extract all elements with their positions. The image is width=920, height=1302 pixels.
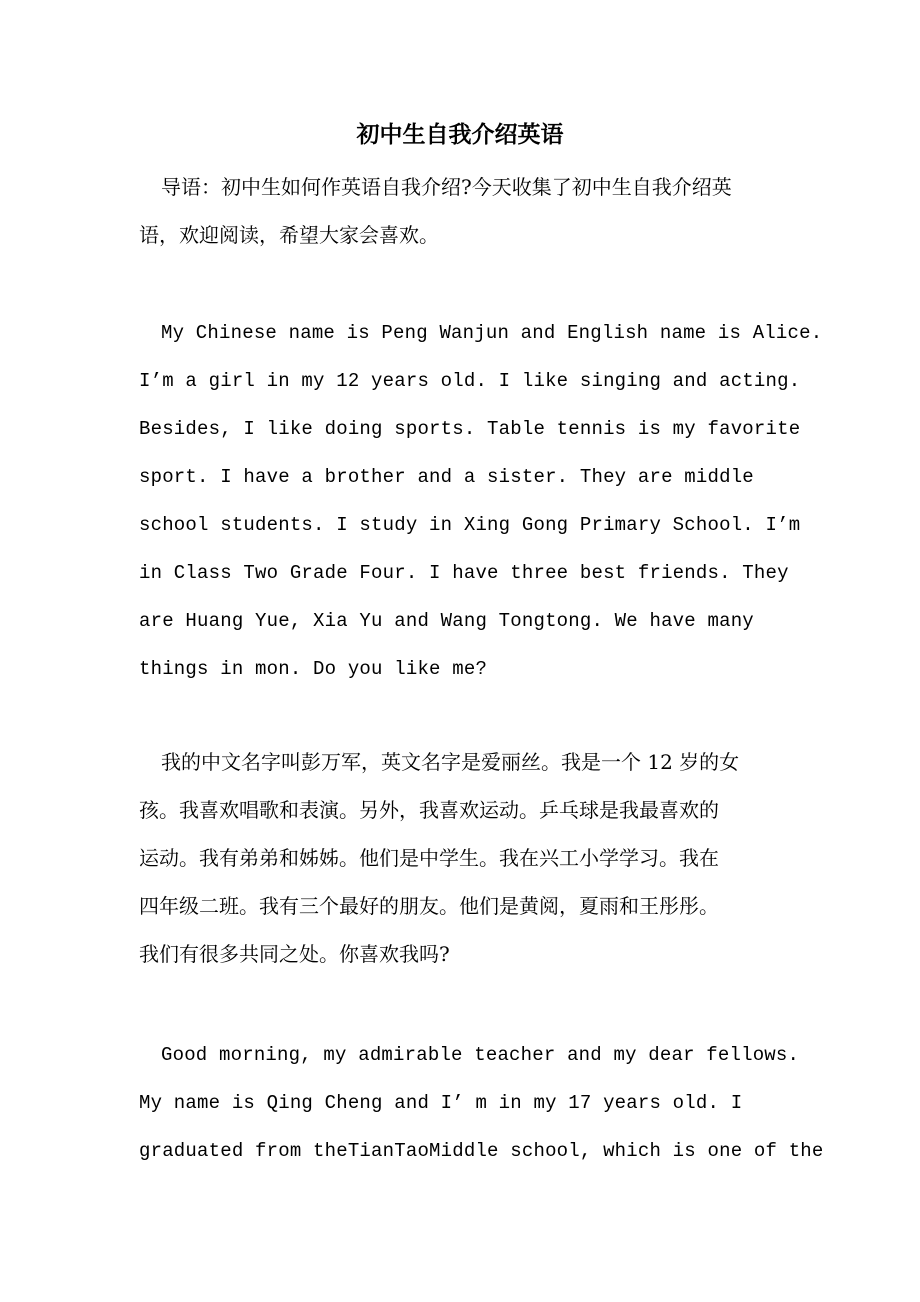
chinese-1-line-4: 四年级二班。我有三个最好的朋友。他们是黄阅，夏雨和王彤彤。 — [139, 894, 719, 918]
english-1-line-5: school students. I study in Xing Gong Primary School. I’m — [139, 514, 801, 536]
chinese-1-line-5: 我们有很多共同之处。你喜欢我吗? — [139, 942, 450, 966]
english-1-line-2: I’m a girl in my 12 years old. I like singing and acting. — [139, 370, 801, 392]
chinese-1-line-3: 运动。我有弟弟和姊姊。他们是中学生。我在兴工小学学习。我在 — [139, 846, 719, 870]
intro-line-2: 语，欢迎阅读，希望大家会喜欢。 — [139, 223, 439, 247]
english-1-line-8: things in mon. Do you like me? — [139, 658, 488, 680]
english-1-line-4: sport. I have a brother and a sister. They are middle — [139, 466, 754, 488]
intro-line-1: 导语：初中生如何作英语自我介绍?今天收集了初中生自我介绍英 — [161, 175, 732, 199]
english-1-line-1: My Chinese name is Peng Wanjun and English name is Alice. — [161, 322, 823, 344]
english-2-line-1: Good morning, my admirable teacher and my dear fellows. — [161, 1044, 800, 1066]
chinese-1-line-1: 我的中文名字叫彭万军，英文名字是爱丽丝。我是一个 12 岁的女 — [161, 750, 740, 774]
english-2-line-2: My name is Qing Cheng and I’ m in my 17 years old. I — [139, 1092, 743, 1114]
chinese-1-line-2: 孩。我喜欢唱歌和表演。另外，我喜欢运动。乒乓球是我最喜欢的 — [139, 798, 719, 822]
english-1-line-7: are Huang Yue, Xia Yu and Wang Tongtong. We have many — [139, 610, 754, 632]
english-2-line-3: graduated from theTianTaoMiddle school, which is one of the — [139, 1140, 824, 1162]
page-title: 初中生自我介绍英语 — [356, 121, 564, 148]
english-1-line-3: Besides, I like doing sports. Table tennis is my favorite — [139, 418, 801, 440]
english-1-line-6: in Class Two Grade Four. I have three best friends. They — [139, 562, 789, 584]
